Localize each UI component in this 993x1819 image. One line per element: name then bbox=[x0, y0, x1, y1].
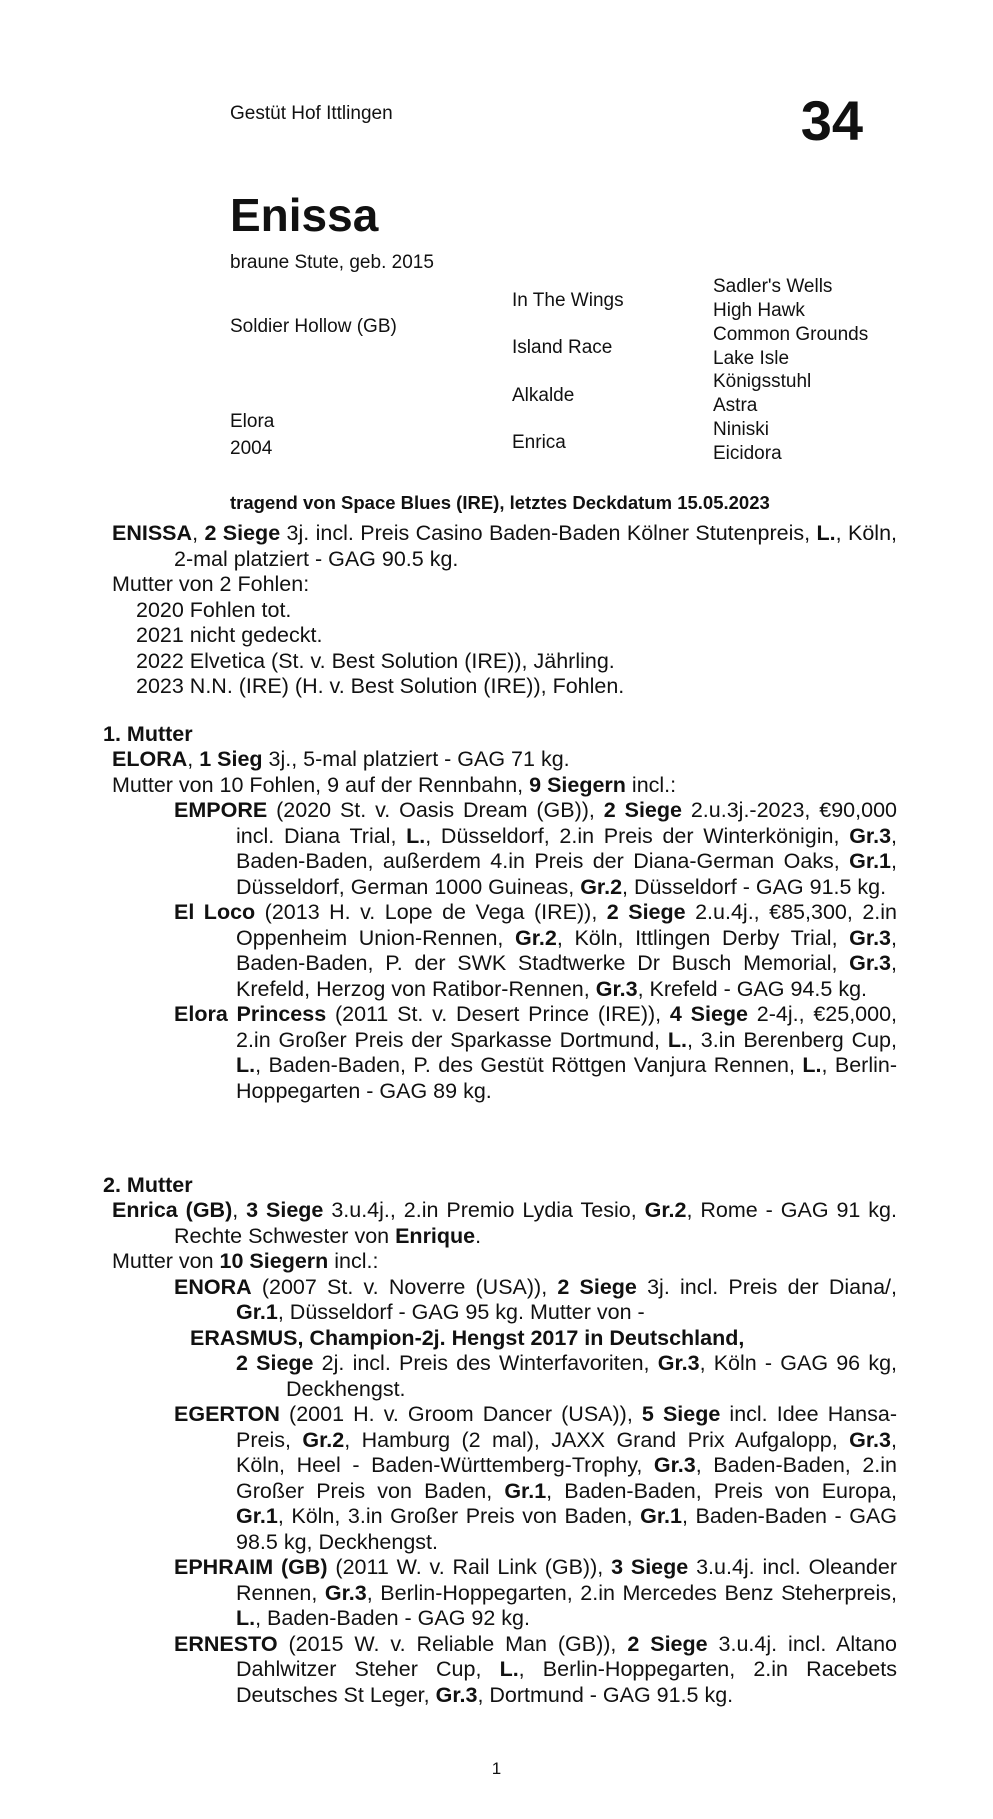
dam-sire: Alkalde bbox=[512, 385, 575, 406]
main-record bbox=[112, 521, 897, 700]
progeny-empore: EMPORE (2020 St. v. Oasis Dream (GB)), 2 Siege 2.u.3j.-2023, €90,000 incl. Diana Trial, L., Düsseldorf, 2.in Preis der Winterkönigin, Gr.3, Baden-Baden, außerdem 4.in Preis der Diana-German Oaks, Gr.1, Düsseldorf, German 1000 Guineas, Gr.2, Düsseldorf - GAG 91.5 kg. bbox=[174, 798, 898, 899]
horse-name: Enissa bbox=[230, 189, 379, 241]
progeny-enora: ENORA (2007 St. v. Noverre (USA)), 2 Siege 3j. incl. Preis der Diana/, Gr.1, Düsseldorf - GAG 95 kg. Mutter von - bbox=[174, 1274, 897, 1324]
main-summary: ENISSA, 2 Siege 3j. incl. Preis Casino Baden-Baden Kölner Stutenpreis, L., Köln, 2-mal platziert - GAG 90.5 kg. bbox=[112, 521, 897, 571]
foal-line: 2021 nicht gedeckt. bbox=[136, 623, 323, 647]
dam2-heading: 2. Mutter bbox=[103, 1173, 193, 1197]
great-grandparent: Niniski bbox=[713, 419, 769, 440]
dam1-record: ELORA, 1 Sieg 3j., 5-mal platziert - GAG 71 kg. Mutter von 10 Fohlen, 9 auf der Rennbahn, 9 Siegern incl.: EMPORE (2020 St. v. Oasis Dream (GB)), 2 Siege 2.u.3j.-2023, €90,000 incl. Diana Trial, L., Düsseldorf, 2.in Preis der Winterkönigin, Gr.3, Baden-Baden, außerdem 4.in Preis der Diana-German Oaks, Gr.1, Düsseldorf, German 1000 Guineas, Gr.2, Düsseldorf - GAG 91.5 kg. El Loco (2013 H. v. Lope de Vega (IRE)), 2 Siege 2.u.4j., €85,300, 2.in Oppenheim Union-Rennen, Gr.2, Köln, Ittlingen Derby Trial, Gr.3, Baden-Baden, P. der SWK Stadtwerke Dr Busch Memorial, Gr.3, Krefeld, Herzog von Ratibor-Rennen, Gr.3, Krefeld - GAG 94.5 kg. Elora Princess (2011 St. v. Desert Prince (IRE)), 4 Siege 2-4j., €25,000, 2.in Großer Preis der Sparkasse Dortmund, L., 3.in Berenberg Cup, L., Baden-Baden, P. des Gestüt Röttgen Vanjura Rennen, L., Berlin-Hoppegarten - GAG 89 kg. bbox=[112, 747, 898, 1103]
great-grandparent: Common Grounds bbox=[713, 324, 869, 345]
foal-line: 2023 N.N. (IRE) (H. v. Best Solution (IRE)), Fohlen. bbox=[136, 674, 625, 698]
sire-sire: In The Wings bbox=[512, 290, 624, 311]
progeny-el-loco: El Loco (2013 H. v. Lope de Vega (IRE)), 2 Siege 2.u.4j., €85,300, 2.in Oppenheim Union-Rennen, Gr.2, Köln, Ittlingen Derby Trial, Gr.3, Baden-Baden, P. der SWK Stadtwerke Dr Busch Memorial, Gr.3, Krefeld, Herzog von Ratibor-Rennen, Gr.3, Krefeld - GAG 94.5 kg. bbox=[174, 900, 897, 1001]
great-grandparent: Königsstuhl bbox=[713, 371, 812, 392]
sire: Soldier Hollow (GB) bbox=[230, 316, 397, 337]
great-grandparent: Eicidora bbox=[713, 443, 782, 464]
sire-dam: Island Race bbox=[512, 337, 613, 358]
dam-dam: Enrica bbox=[512, 432, 566, 453]
dam1-name: ELORA bbox=[112, 747, 188, 771]
covered-note: tragend von Space Blues (IRE), letztes Deckdatum 15.05.2023 bbox=[230, 492, 770, 513]
farm-name: Gestüt Hof Ittlingen bbox=[230, 103, 393, 124]
dam-year: 2004 bbox=[230, 438, 273, 459]
great-grandparent: High Hawk bbox=[713, 300, 805, 321]
main-wins: 2 Siege bbox=[204, 521, 281, 545]
great-grandparent: Astra bbox=[713, 395, 758, 416]
main-name: ENISSA bbox=[112, 521, 193, 545]
dam: Elora bbox=[230, 411, 275, 432]
progeny-egerton: EGERTON (2001 H. v. Groom Dancer (USA)), 5 Siege incl. Idee Hansa-Preis, Gr.2, Hamburg (2 mal), JAXX Grand Prix Aufgalopp, Gr.3, Köln, Heel - Baden-Württemberg-Trophy, Gr.3, Baden-Baden, 2.in Großer Preis von Baden, Gr.1, Baden-Baden, Preis von Europa, Gr.1, Köln, 3.in Großer Preis von Baden, Gr.1, Baden-Baden - GAG 98.5 kg, Deckhengst. bbox=[174, 1402, 898, 1554]
dam1-heading: 1. Mutter bbox=[103, 722, 193, 746]
horse-description: braune Stute, geb. 2015 bbox=[230, 252, 434, 273]
great-grandparent: Sadler's Wells bbox=[713, 276, 833, 297]
dam2-name: Enrica (GB) bbox=[112, 1198, 233, 1222]
progeny-erasmus: 2 Siege 2j. incl. Preis des Winterfavoriten, Gr.3, Köln - GAG 96 kg, Deckhengst. bbox=[236, 1351, 897, 1401]
dam2-summary: Enrica (GB), 3 Siege 3.u.4j., 2.in Premio Lydia Tesio, Gr.2, Rome - GAG 91 kg. Rechte Schwester von Enrique. bbox=[112, 1198, 897, 1248]
progeny-ernesto: ERNESTO (2015 W. v. Reliable Man (GB)), 2 Siege 3.u.4j. incl. Altano Dahlwitzer Steher Cup, L., Berlin-Hoppegarten, 2.in Racebets Deutsches St Leger, Gr.3, Dortmund - GAG 91.5 kg. bbox=[174, 1631, 898, 1707]
main-mother-of: Mutter von 2 Fohlen: bbox=[112, 572, 310, 596]
page-number: 1 bbox=[491, 1759, 502, 1778]
lot-number: 34 bbox=[800, 89, 863, 152]
foal-line: 2020 Fohlen tot. bbox=[136, 597, 292, 622]
dam2-record: Enrica (GB), 3 Siege 3.u.4j., 2.in Premio Lydia Tesio, Gr.2, Rome - GAG 91 kg. Rechte Schwester von Enrique. Mutter von 10 Siegern incl.: ENORA (2007 St. v. Noverre (USA)), 2 Siege 3j. incl. Preis der Diana/, Gr.1, Düsseldorf - GAG 95 kg. Mutter von - ERASMUS, Champion-2j. Hengst 2017 in Deutschland, 2 Siege 2j. incl. Preis des Winterfavoriten, Gr.3, Köln - GAG 96 kg, Deckhengst. EGERTON (2001 H. v. Groom Dancer (USA)), 5 Siege incl. Idee Hansa-Preis, Gr.2, Hamburg (2 mal), JAXX Grand Prix Aufgalopp, Gr.3, Köln, Heel - Baden-Württemberg-Trophy, Gr.3, Baden-Baden, 2.in Großer Preis von Baden, Gr.1, Baden-Baden, Preis von Europa, Gr.1, Köln, 3.in Großer Preis von Baden, Gr.1, Baden-Baden - GAG 98.5 kg, Deckhengst. EPHRAIM (GB) (2011 W. v. Rail Link (GB)), 3 Siege 3.u.4j. incl. Oleander Rennen, Gr.3, Berlin-Hoppegarten, 2.in Mercedes Benz Steherpreis, L., Baden-Baden - GAG 92 kg. ERNESTO (2015 W. v. Reliable Man (GB)), 2 Siege 3.u.4j. incl. Altano Dahlwitzer Steher Cup, L., Berlin-Hoppegarten, 2.in Racebets Deutsches St Leger, Gr.3, Dortmund - GAG 91.5 kg. bbox=[112, 1198, 898, 1707]
progeny-erasmus-title: ERASMUS, Champion-2j. Hengst 2017 in Deutschland, bbox=[190, 1325, 745, 1350]
progeny-ephraim: EPHRAIM (GB) (2011 W. v. Rail Link (GB)), 3 Siege 3.u.4j. incl. Oleander Rennen, Gr.3, Berlin-Hoppegarten, 2.in Mercedes Benz Steherpreis, L., Baden-Baden - GAG 92 kg. bbox=[174, 1555, 898, 1630]
great-grandparent: Lake Isle bbox=[713, 348, 790, 369]
progeny-elora-princess: Elora Princess (2011 St. v. Desert Prince (IRE)), 4 Siege 2-4j., €25,000, 2.in Großer Preis der Sparkasse Dortmund, L., 3.in Berenberg Cup, L., Baden-Baden, P. des Gestüt Röttgen Vanjura Rennen, L., Berlin-Hoppegarten - GAG 89 kg. bbox=[174, 1002, 898, 1103]
foal-line: 2022 Elvetica (St. v. Best Solution (IRE)), Jährling. bbox=[136, 648, 615, 673]
